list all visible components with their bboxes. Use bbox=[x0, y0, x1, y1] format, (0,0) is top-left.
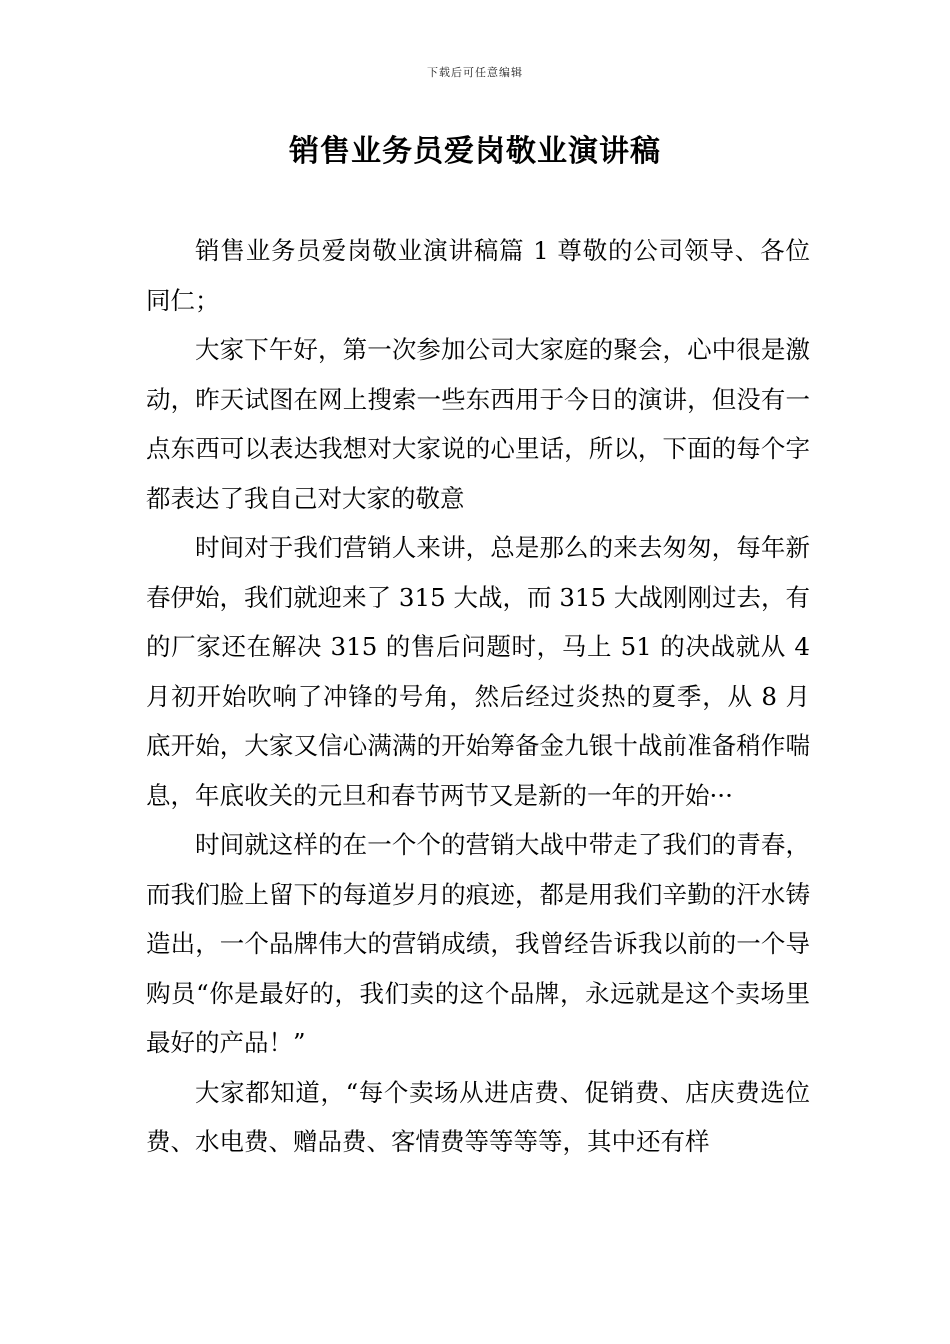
header-note: 下载后可任意编辑 bbox=[427, 66, 523, 79]
paragraph-1: 销售业务员爱岗敬业演讲稿篇 1 尊敬的公司领导、各位同仁； bbox=[146, 236, 810, 315]
paragraph-2: 大家下午好，第一次参加公司大家庭的聚会，心中很是激动，昨天试图在网上搜索一些东西用于今日的演讲，但没有一点东西可以表达我想对大家说的心里话，所以，下面的每个字都表达了我自己对大家的敬意 bbox=[146, 335, 810, 513]
paragraph-5: 大家都知道，“每个卖场从进店费、促销费、店庆费选位费、水电费、赠品费、客情费等等等等，其中还有样 bbox=[146, 1077, 810, 1156]
paragraph-4: 时间就这样的在一个个的营销大战中带走了我们的青春，而我们脸上留下的每道岁月的痕迹，都是用我们辛勤的汗水铸造出，一个品牌伟大的营销成绩，我曾经告诉我以前的一个导购员“你是最好的，我们卖的这个品牌，永远就是这个卖场里最好的产品！” bbox=[146, 830, 810, 1057]
paragraph-3: 时间对于我们营销人来讲，总是那么的来去匆匆，每年新春伊始，我们就迎来了 315 大战，而 315 大战刚刚过去，有的厂家还在解决 315 的售后问题时，马上 51 的决战就从 4 月初开始吹响了冲锋的号角，然后经过炎热的夏季，从 8 月底开始，大家又信心满满的开始筹备金九银十战前准备稍作喘息，年底收关的元旦和春节两节又是新的一年的开始··· bbox=[146, 533, 810, 810]
document-body bbox=[146, 226, 810, 1167]
document-title: 销售业务员爱岗敬业演讲稿 bbox=[289, 134, 661, 169]
